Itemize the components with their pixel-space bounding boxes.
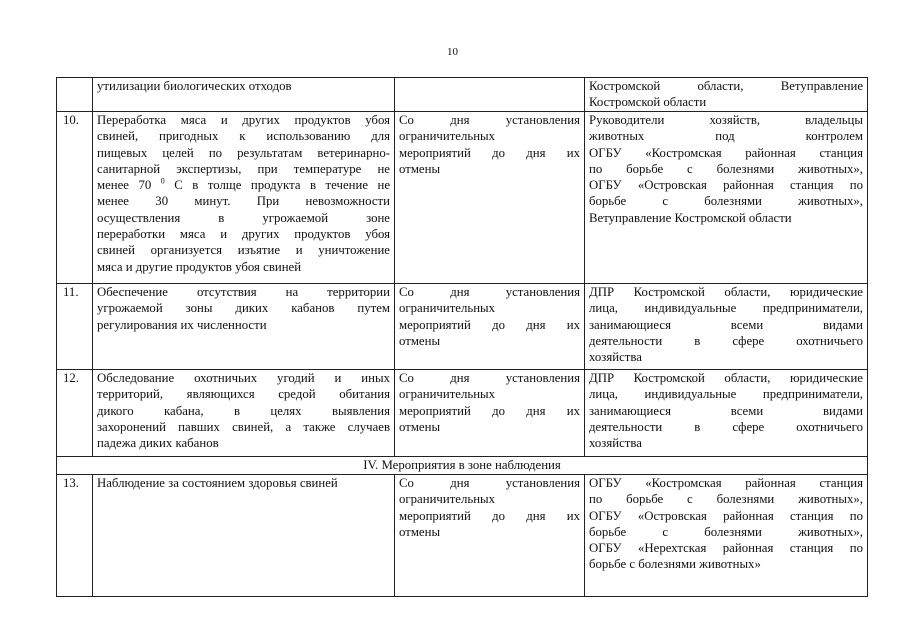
- text-line: борьбе с болезнями животных»,: [589, 524, 863, 539]
- action-cell: [93, 284, 395, 370]
- table-row: [57, 475, 868, 597]
- responsible-cell: [585, 78, 868, 112]
- responsible-cell: [585, 370, 868, 457]
- action-cell: [93, 112, 395, 284]
- text-line: падежа диких кабанов: [97, 436, 219, 451]
- text-line: Ветуправление Костромской области: [589, 210, 792, 225]
- action-cell: [93, 370, 395, 457]
- responsible-cell: [585, 475, 868, 597]
- section-heading: IV. Мероприятия в зоне наблюдения: [57, 457, 868, 475]
- text-line: регулирования их численности: [97, 317, 267, 332]
- text-line: хозяйства: [589, 350, 642, 365]
- table-row: [57, 370, 868, 457]
- row-number: 11.: [57, 284, 93, 370]
- text-line: Со дня установления: [399, 285, 580, 299]
- text-line: угрожаемой зоны диких кабанов путем: [97, 301, 390, 316]
- text-line: лица, индивидуальные предприниматели,: [589, 301, 863, 316]
- text-line: по борьбе с болезнями животных»,: [589, 161, 863, 176]
- responsible-cell: [585, 112, 868, 284]
- text-line: Со дня установления: [399, 113, 580, 127]
- text-line: ОГБУ «Островская районная станция по: [589, 178, 863, 193]
- text-line: Наблюдение за состоянием здоровья свиней: [97, 476, 338, 490]
- temperature-line: [97, 177, 390, 193]
- text-line: захоронений павших свиней, а также случаев: [97, 419, 390, 434]
- text-line: ОГБУ «Костромская районная станция: [589, 476, 863, 490]
- text-line: территорий, являющихся средой обитания: [97, 387, 390, 402]
- row-number: 13.: [57, 475, 93, 597]
- text-line: ДПР Костромской области, юридические: [589, 371, 863, 385]
- text-line: отмены: [399, 524, 441, 539]
- action-cell: [93, 78, 395, 112]
- text-line: борьбе с болезнями животных»: [589, 557, 761, 572]
- text-line: свиней, пригодных к использованию для: [97, 129, 390, 144]
- text-line: занимающиеся всеми видами: [589, 403, 863, 418]
- term-cell: [395, 78, 585, 112]
- text-line: отмены: [399, 419, 441, 434]
- text-line: занимающиеся всеми видами: [589, 317, 863, 332]
- text-line: мероприятий до дня их: [399, 317, 580, 332]
- text-line: ОГБУ «Островская районная станция по: [589, 508, 863, 523]
- text-line: Обследование охотничьих угодий и иных: [97, 371, 390, 385]
- text-line: переработки мяса и других продуктов убоя: [97, 227, 390, 242]
- term-cell: [395, 284, 585, 370]
- term-cell: [395, 475, 585, 597]
- text-line: Руководители хозяйств, владельцы: [589, 113, 863, 127]
- text-line: мероприятий до дня их: [399, 508, 580, 523]
- text-fragment: менее 70: [97, 178, 152, 193]
- text-line: осуществления в угрожаемой зоне: [97, 210, 390, 225]
- text-line: Обеспечение отсутствия на территории: [97, 285, 390, 299]
- action-cell: [93, 475, 395, 597]
- text-line: свиней организуется изъятие и уничтожение: [97, 243, 390, 258]
- text-line: мероприятий до дня их: [399, 145, 580, 160]
- text-line: утилизации биологических отходов: [97, 79, 292, 93]
- text-line: Со дня установления: [399, 371, 580, 385]
- text-line: мероприятий до дня их: [399, 403, 580, 418]
- text-line: ограничительных: [399, 387, 496, 402]
- table-row: [57, 112, 868, 284]
- table-row: [57, 78, 868, 112]
- text-line: борьбе с болезнями животных»,: [589, 194, 863, 209]
- term-cell: [395, 112, 585, 284]
- text-line: отмены: [399, 333, 441, 348]
- page-number: 10: [447, 46, 458, 58]
- text-line: ДПР Костромской области, юридические: [589, 285, 863, 299]
- term-cell: [395, 370, 585, 457]
- text-line: лица, индивидуальные предприниматели,: [589, 387, 863, 402]
- text-fragment: С в толще продукта в течение не: [164, 178, 391, 193]
- text-line: деятельности в сфере охотничьего: [589, 419, 863, 434]
- row-number: 12.: [57, 370, 93, 457]
- text-line: деятельности в сфере охотничьего: [589, 333, 863, 348]
- row-number: 10.: [57, 112, 93, 284]
- text-line: по борьбе с болезнями животных»,: [589, 492, 863, 507]
- text-line: ОГБУ «Нерехтская районная станция по: [589, 541, 863, 556]
- text-line: ограничительных: [399, 301, 496, 316]
- text-line: Со дня установления: [399, 476, 580, 490]
- text-line: мяса и другие продуктов убоя свиней: [97, 259, 302, 274]
- table-row: [57, 284, 868, 370]
- text-line: менее 30 минут. При невозможности: [97, 194, 390, 209]
- text-line: животных под контролем: [589, 129, 863, 144]
- row-number: [57, 78, 93, 112]
- section-heading-row: [57, 457, 868, 475]
- text-line: Переработка мяса и других продуктов убоя: [97, 113, 390, 127]
- degree-superscript: 0: [160, 176, 165, 186]
- text-line: отмены: [399, 161, 441, 176]
- text-line: Костромской области: [589, 95, 707, 110]
- text-line: хозяйства: [589, 436, 642, 451]
- text-line: ограничительных: [399, 129, 496, 144]
- text-line: дикого кабана, в целях выявления: [97, 403, 390, 418]
- text-line: ограничительных: [399, 492, 496, 507]
- text-line: Костромской области, Ветуправление: [589, 79, 863, 93]
- text-line: ОГБУ «Костромская районная станция: [589, 145, 863, 160]
- measures-table: [56, 77, 868, 597]
- text-line: пищевых целей по результатам ветеринарно-: [97, 145, 390, 160]
- text-line: санитарной экспертизы, при температуре не: [97, 161, 390, 176]
- responsible-cell: [585, 284, 868, 370]
